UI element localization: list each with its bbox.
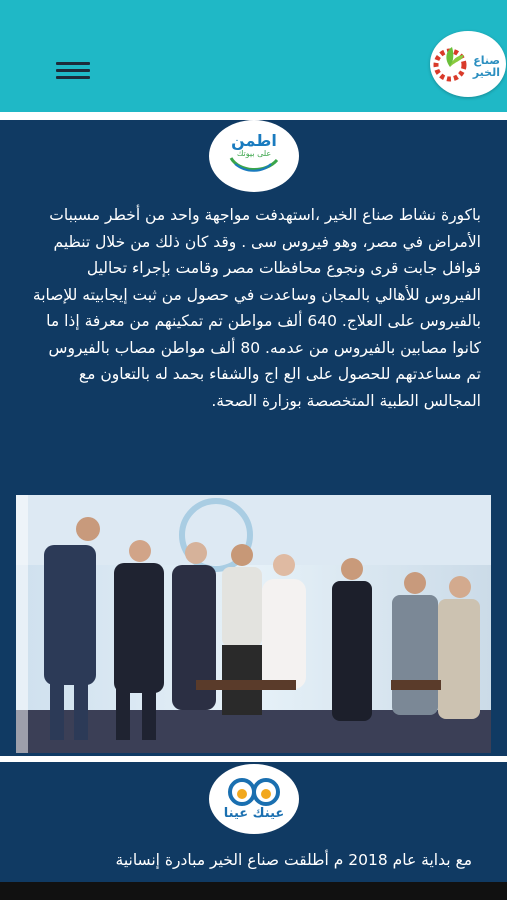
eyes-icon bbox=[209, 764, 299, 834]
sonaa-elkheir-logo[interactable] bbox=[430, 31, 506, 97]
section-intro-text: مع بداية عام 2018 م أطلقت صناع الخير مبادرة إنسانية bbox=[115, 851, 472, 869]
logo-text: صناع الخير bbox=[472, 54, 500, 79]
event-photo-illustration bbox=[16, 495, 491, 753]
article-text: باكورة نشاط صناع الخير ،استهدفت مواجهة واحد من أخطر مسببات الأمراض في مصر، وهو فيروس سى . وقد كان ذلك من خلال تنظيم قوافل جابت قرى ونجوع محافظات مصر وقامت بإجراء تحاليل الفيروس للأهالي بالمجان وساعدت في حصول من ثبت إيجابيته للإصابة بالفيروس على العلاج. 640 ألف مواطن تم تمكينهم من معرفة إذا ما كانوا مصابين بالفيروس من عدمه. 80 ألف مواطن مصاب بالفيروس تم مساعدتهم للحصول على الع اج والشفاء بحمد له بالتعاون مع المجالس الطبية المتخصصة بوزارة الصحة. bbox=[32, 206, 481, 410]
event-photo bbox=[16, 495, 491, 753]
hamburger-menu-button[interactable] bbox=[56, 60, 90, 82]
logo-title: اطمن bbox=[231, 131, 277, 150]
eink-eina-logo bbox=[209, 764, 299, 834]
etmen-campaign-logo bbox=[209, 120, 299, 192]
swoosh-icon bbox=[209, 120, 299, 192]
logo-text: عينك عينا bbox=[223, 806, 285, 821]
divider bbox=[0, 112, 507, 120]
menu-line bbox=[56, 69, 90, 72]
top-app-bar bbox=[0, 0, 507, 112]
navigation-bar bbox=[0, 882, 507, 900]
menu-line bbox=[56, 76, 90, 79]
menu-line bbox=[56, 62, 90, 65]
logo-subtitle: على بيوتك bbox=[236, 149, 272, 158]
